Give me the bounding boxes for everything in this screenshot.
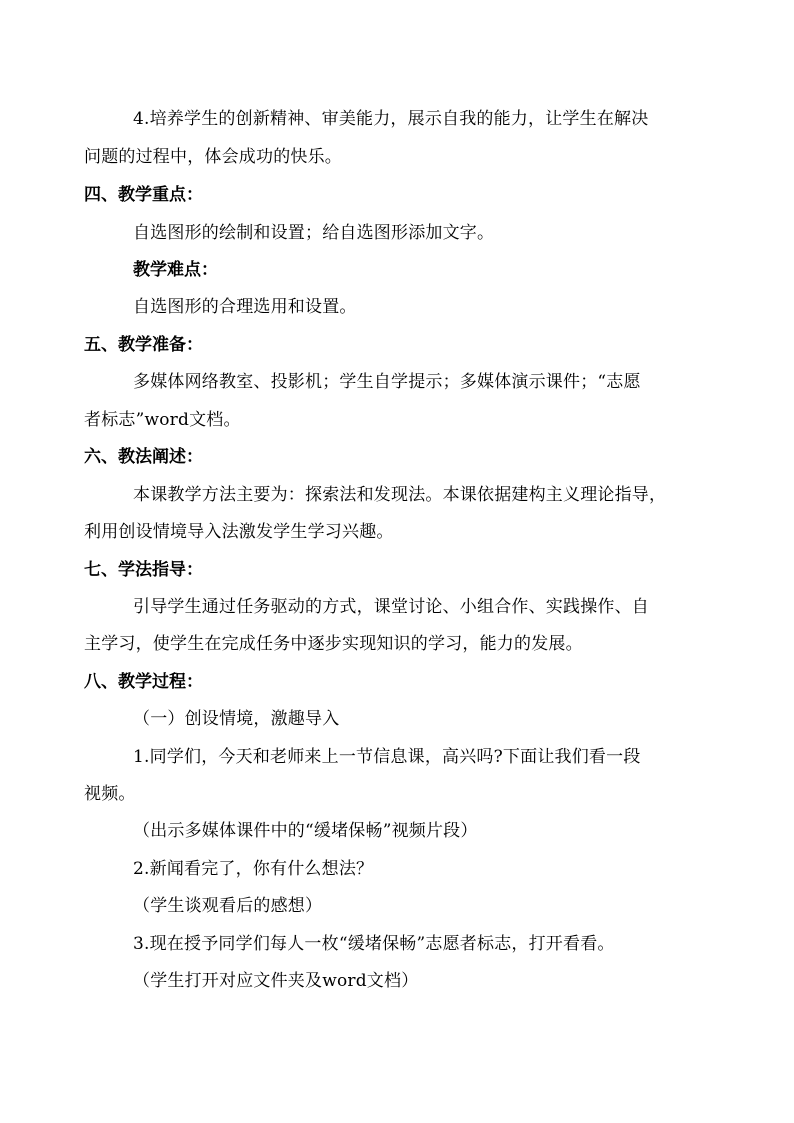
section-heading: 六、教法阐述：: [84, 447, 203, 467]
section-heading: 五、教学准备：: [84, 335, 203, 355]
subheading: 教学难点：: [133, 260, 218, 280]
paragraph-line: 自选图形的合理选用和设置。: [133, 297, 357, 317]
paragraph-line: （学生打开对应文件夹及word文档）: [133, 971, 419, 991]
section-heading: 八、教学过程：: [84, 672, 203, 692]
paragraph-line: （出示多媒体课件中的“缓堵保畅”视频片段）: [133, 821, 478, 841]
paragraph-line: 主学习，使学生在完成任务中逐步实现知识的学习，能力的发展。: [84, 634, 583, 654]
paragraph-line: 2.新闻看完了，你有什么想法？: [133, 859, 374, 879]
paragraph-line: 多媒体网络教室、投影机；学生自学提示；多媒体演示课件；“志愿: [133, 372, 641, 392]
paragraph-line: 视频。: [84, 784, 136, 804]
paragraph-line: 3.现在授予同学们每人一枚“缓堵保畅”志愿者标志，打开看看。: [133, 934, 615, 954]
paragraph-line: 4.培养学生的创新精神、审美能力，展示自我的能力，让学生在解决: [133, 109, 649, 129]
paragraph-line: 自选图形的绘制和设置；给自选图形添加文字。: [133, 223, 495, 243]
paragraph-line: 利用创设情境导入法激发学生学习兴趣。: [84, 522, 394, 542]
section-heading: 四、教学重点：: [84, 185, 203, 205]
paragraph-line: 者标志”word文档。: [84, 410, 241, 430]
paragraph-line: （学生谈观看后的感想）: [133, 896, 323, 916]
paragraph-line: 引导学生通过任务驱动的方式，课堂讨论、小组合作、实践操作、自: [133, 597, 649, 617]
paragraph-line: 1.同学们，今天和老师来上一节信息课，高兴吗?下面让我们看一段: [133, 747, 641, 767]
section-heading: 七、学法指导：: [84, 560, 203, 580]
subsection-title: （一）创设情境，激趣导入: [133, 709, 340, 729]
paragraph-line: 本课教学方法主要为：探索法和发现法。本课依据建构主义理论指导，: [133, 485, 667, 505]
paragraph-line: 问题的过程中，体会成功的快乐。: [84, 147, 342, 167]
